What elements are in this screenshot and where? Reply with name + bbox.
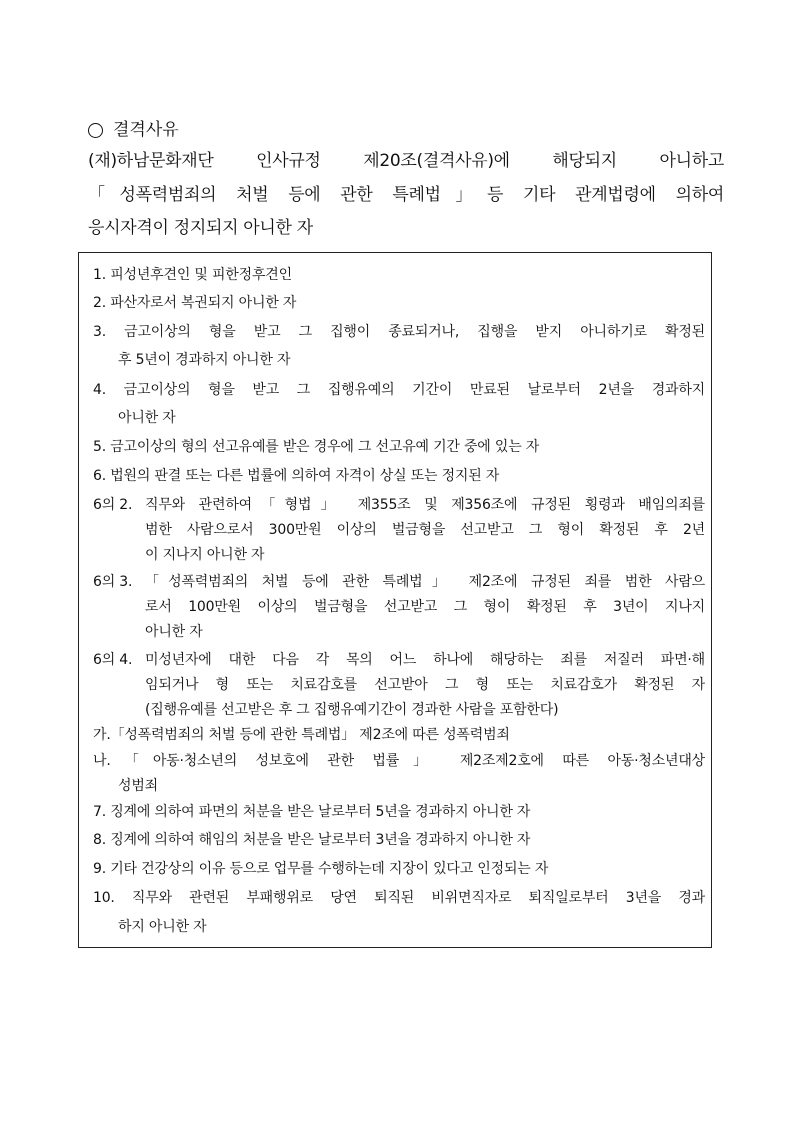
- intro-line-3: 응시자격이 정지되지 아니한 자: [88, 218, 313, 238]
- item-5: 5. 금고이상의 형의 선고유예를 받은 경우에 그 선고유예 기간 중에 있는 자: [93, 439, 540, 455]
- item-6-3-text: 「성폭력범죄의 처벌 등에 관한 특례법」 제2조에 규정된 죄를 범한 사람으: [145, 574, 705, 590]
- subitem-na: 나.「아동·청소년의 성보호에 관한 법률」 제2조제2호에 따른 아동·청소년대상: [93, 753, 705, 769]
- circle-bullet-icon: [88, 123, 103, 138]
- item-9: 9. 기타 건강상의 이유 등으로 업무를 수행하는데 지장이 있다고 인정되는 자: [93, 861, 549, 877]
- item-3: 3. 금고이상의 형을 받고 그 집행이 종료되거나, 집행을 받지 아니하기로 확정된: [93, 324, 705, 340]
- intro-line-1: (재)하남문화재단 인사규정 제20조(결격사유)에 해당되지 아니하고: [88, 151, 724, 171]
- item-2: 2. 파산자로서 복권되지 아니한 자: [93, 295, 297, 311]
- item-10-cont: 하지 아니한 자: [118, 919, 207, 935]
- item-6-3-number: 6의 3.: [93, 574, 133, 590]
- item-6-3-cont-1: 로서 100만원 이상의 벌금형을 선고받고 그 형이 확정된 후 3년이 지나지: [145, 599, 705, 615]
- item-8: 8. 징계에 의하여 해임의 처분을 받은 날로부터 3년을 경과하지 아니한 자: [93, 832, 531, 848]
- subitem-na-cont: 성범죄: [118, 778, 158, 794]
- item-1: 1. 피성년후견인 및 피한정후견인: [93, 267, 292, 283]
- item-10: 10. 직무와 관련된 부패행위로 당연 퇴직된 비위면직자로 퇴직일로부터 3년을 경과: [93, 890, 705, 906]
- item-6-2-cont-2: 이 지나지 아니한 자: [145, 547, 265, 563]
- item-6-4-text: 미성년자에 대한 다음 각 목의 어느 하나에 해당하는 죄를 저질러 파면·해: [145, 652, 705, 668]
- item-6-2-number: 6의 2.: [93, 497, 133, 513]
- item-6-4-number: 6의 4.: [93, 652, 133, 668]
- item-6-2-text: 직무와 관련하여「형법」 제355조 및 제356조에 규정된 횡령과 배임의죄를: [145, 497, 705, 513]
- item-6-4-cont-1: 임되거나 형 또는 치료감호를 선고받아 그 형 또는 치료감호가 확정된 자: [145, 677, 705, 693]
- item-3-cont: 후 5년이 경과하지 아니한 자: [118, 352, 291, 368]
- item-6: 6. 법원의 판결 또는 다른 법률에 의하여 자격이 상실 또는 정지된 자: [93, 468, 500, 484]
- item-6-3-cont-2: 아니한 자: [145, 624, 203, 640]
- section-heading: [88, 118, 179, 142]
- item-6-3: [93, 571, 705, 593]
- item-7: 7. 징계에 의하여 파면의 처분을 받은 날로부터 5년을 경과하지 아니한 자: [93, 804, 531, 820]
- intro-line-2: 「성폭력범죄의 처벌 등에 관한 특례법」등 기타 관계법령에 의하여: [88, 185, 724, 205]
- item-6-4-cont-2: (집행유예를 선고받은 후 그 집행유예기간이 경과한 사람을 포함한다): [145, 702, 559, 718]
- item-4-cont: 아니한 자: [118, 410, 176, 426]
- item-6-2: [93, 494, 705, 516]
- item-6-4: [93, 649, 705, 671]
- item-6-2-cont-1: 범한 사람으로서 300만원 이상의 벌금형을 선고받고 그 형이 확정된 후 2년: [145, 522, 705, 538]
- subitem-ga: 가.「성폭력범죄의 처벌 등에 관한 특례법」 제2조에 따른 성폭력범죄: [93, 727, 510, 743]
- section-title: 결격사유: [113, 120, 179, 140]
- item-4: 4. 금고이상의 형을 받고 그 집행유예의 기간이 만료된 날로부터 2년을 경과하지: [93, 382, 705, 398]
